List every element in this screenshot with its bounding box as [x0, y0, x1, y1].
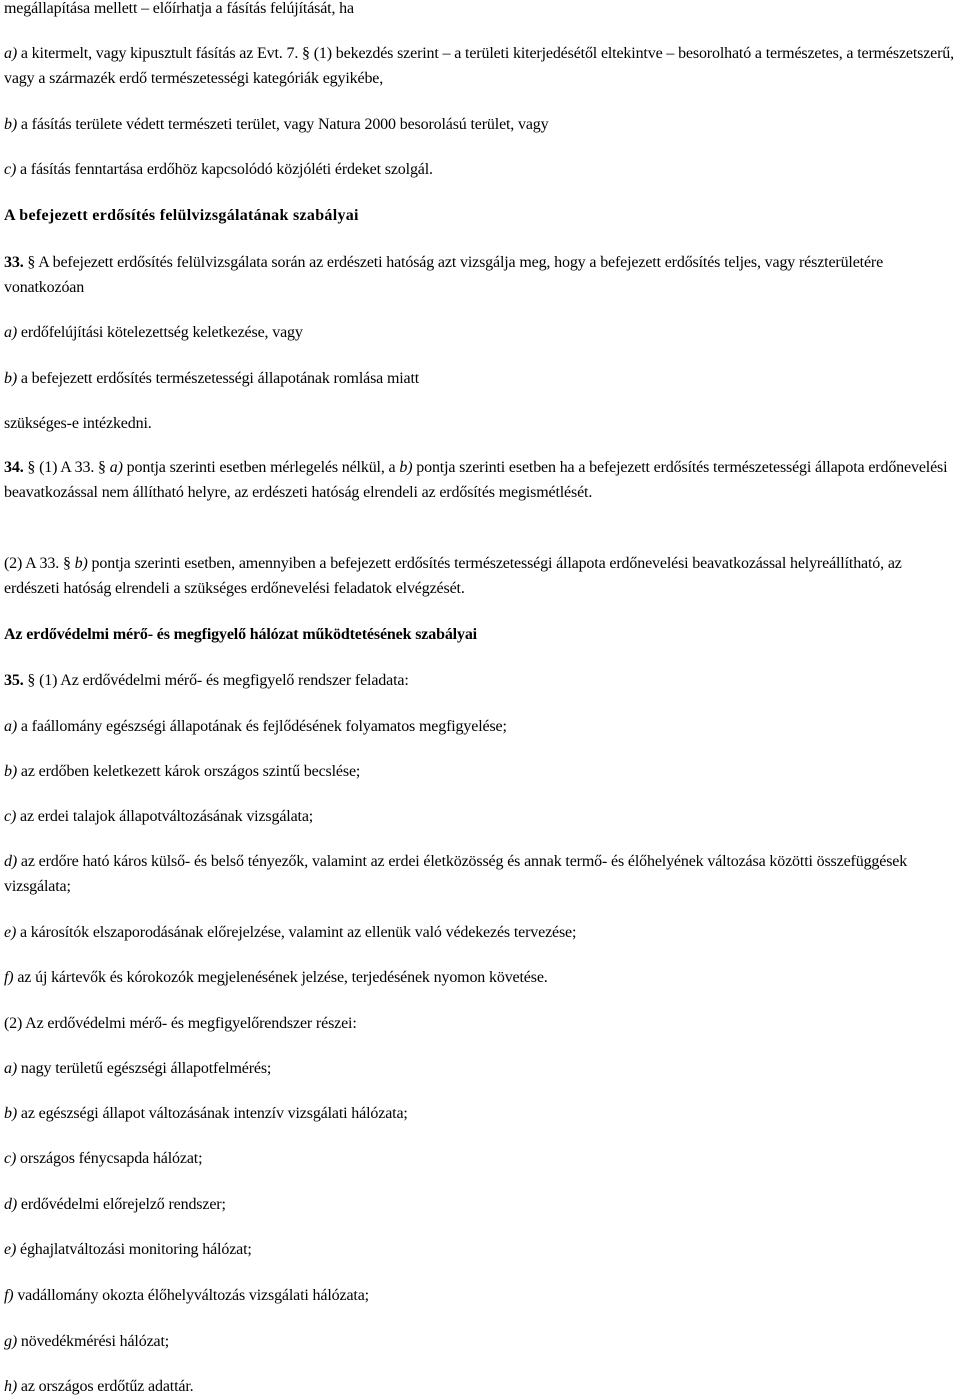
- list-marker: a): [4, 718, 18, 735]
- section-text: § A befejezett erdősítés felülvizsgálata során az erdészeti hatóság azt vizsgálja meg, hogy a befejezett erdősítés teljes, vagy részterületére vonatkozóan: [4, 254, 884, 296]
- paragraph-closing: szükséges-e intézkedni.: [4, 415, 152, 432]
- list-item-a: [4, 320, 303, 345]
- list-item-e: [4, 1237, 252, 1262]
- list-item-text: az új kártevők és kórokozók megjelenésének jelzése, terjedésének nyomon követése.: [13, 969, 548, 986]
- list-item-b: [4, 759, 360, 784]
- list-item-text: az egészségi állapot változásának intenzív vizsgálati hálózata;: [17, 1105, 408, 1122]
- section-text: § (1) A 33. §: [23, 459, 110, 476]
- section-number: 34.: [4, 459, 24, 476]
- list-item-b: [4, 1101, 408, 1126]
- list-item-text: a károsítók elszaporodásának előrejelzése, valamint az ellenük való védekezés tervezése;: [16, 924, 577, 941]
- section-text: § (1) Az erdővédelmi mérő- és megfigyelő rendszer feladata:: [23, 672, 409, 689]
- list-item-c: [4, 804, 313, 829]
- list-item-f: [4, 1283, 369, 1308]
- point-reference: b): [74, 555, 88, 572]
- list-item-a: [4, 1056, 271, 1081]
- list-item-h: [4, 1374, 194, 1399]
- list-marker: e): [4, 924, 17, 941]
- list-item-text: a faállomány egészségi állapotának és fejlődésének folyamatos megfigyelése;: [17, 718, 507, 735]
- list-item-g: [4, 1329, 169, 1354]
- list-marker: e): [4, 1241, 17, 1258]
- section-35-paragraph-1: [4, 668, 409, 693]
- section-text: pontja szerinti esetben ha a befejezett erdősítés természetességi állapota erdőnevelési beavatkozással nem állítható helyre, az erdészeti hatóság elrendeli az erdősítés megismétlését.: [4, 459, 948, 501]
- list-marker: a): [4, 1060, 18, 1077]
- list-item-text: országos fénycsapda hálózat;: [16, 1150, 203, 1167]
- point-reference: b): [399, 459, 413, 476]
- list-item-text: erdőfelújítási kötelezettség keletkezése, vagy: [17, 324, 303, 341]
- list-item-c: [4, 1146, 202, 1171]
- list-marker: b): [4, 116, 18, 133]
- list-item-text: az erdei talajok állapotváltozásának vizsgálata;: [16, 808, 314, 825]
- point-reference: a): [109, 459, 123, 476]
- list-item-text: a befejezett erdősítés természetességi állapotának romlása miatt: [17, 370, 420, 387]
- section-text: pontja szerinti esetben mérlegelés nélkül, a: [122, 459, 400, 476]
- section-number: 35.: [4, 672, 24, 689]
- list-marker: c): [4, 808, 17, 825]
- list-item-text: vadállomány okozta élőhelyváltozás vizsgálati hálózata;: [13, 1287, 369, 1304]
- section-34-paragraph-2: [4, 551, 956, 601]
- list-item-text: nagy területű egészségi állapotfelmérés;: [17, 1060, 272, 1077]
- list-marker: d): [4, 1196, 18, 1213]
- list-marker: f): [4, 1287, 14, 1304]
- list-item-text: erdővédelmi előrejelző rendszer;: [17, 1196, 226, 1213]
- list-marker: d): [4, 853, 18, 870]
- list-marker: g): [4, 1333, 18, 1350]
- list-item-e: [4, 920, 576, 945]
- list-marker: h): [4, 1378, 18, 1395]
- list-item-text: a fásítás fenntartása erdőhöz kapcsolódó közjóléti érdeket szolgál.: [16, 161, 433, 178]
- list-marker: f): [4, 969, 14, 986]
- list-item-a: [4, 41, 956, 91]
- list-item-f: [4, 965, 548, 990]
- section-33-paragraph: [4, 250, 956, 300]
- list-item-b: [4, 366, 419, 391]
- list-item-text: a kitermelt, vagy kipusztult fásítás az Evt. 7. § (1) bekezdés szerint – a területi kiterjedésétől eltekintve – besorolható a természetes, a természetszerű, vagy a származék erdő természetességi kategóriák egyikébe,: [4, 45, 955, 87]
- list-marker: b): [4, 370, 18, 387]
- list-marker: c): [4, 161, 17, 178]
- section-heading-erdovedelmi-halozat: Az erdővédelmi mérő- és megfigyelő hálózat működtetésének szabályai: [4, 626, 477, 643]
- list-marker: b): [4, 763, 18, 780]
- list-item-a: [4, 714, 507, 739]
- section-text: (2) A 33. §: [4, 555, 75, 572]
- list-item-text: az erdőben keletkezett károk országos szintű becslése;: [17, 763, 361, 780]
- list-marker: a): [4, 45, 18, 62]
- list-item-b: [4, 112, 549, 137]
- list-item-text: az országos erdőtűz adattár.: [17, 1378, 194, 1395]
- section-34-paragraph-1: [4, 455, 956, 505]
- section-heading-erdosites-felulvizsgalat: A befejezett erdősítés felülvizsgálatának szabályai: [4, 207, 359, 224]
- section-35-paragraph-2: (2) Az erdővédelmi mérő- és megfigyelőrendszer részei:: [4, 1015, 357, 1032]
- list-item-text: növedékmérési hálózat;: [17, 1333, 170, 1350]
- list-item-d: [4, 1192, 226, 1217]
- list-item-text: a fásítás területe védett természeti terület, vagy Natura 2000 besorolású terület, vagy: [17, 116, 549, 133]
- section-number: 33.: [4, 254, 24, 271]
- list-item-c: [4, 157, 433, 182]
- paragraph-intro-continuation: megállapítása mellett – előírhatja a fásítás felújítását, ha: [4, 0, 354, 17]
- list-item-text: az erdőre ható káros külső- és belső tényezők, valamint az erdei életközösség és annak termő- és élőhelyének változása közötti összefüggések vizsgálata;: [4, 853, 908, 895]
- list-marker: c): [4, 1150, 17, 1167]
- list-item-d: [4, 849, 956, 899]
- list-marker: b): [4, 1105, 18, 1122]
- section-text: pontja szerinti esetben, amennyiben a befejezett erdősítés természetességi állapota erdőnevelési beavatkozással helyreállítható, az erdészeti hatóság elrendeli a szükséges erdőnevelési feladatok elvégzését.: [4, 555, 902, 597]
- list-item-text: éghajlatváltozási monitoring hálózat;: [16, 1241, 252, 1258]
- list-marker: a): [4, 324, 18, 341]
